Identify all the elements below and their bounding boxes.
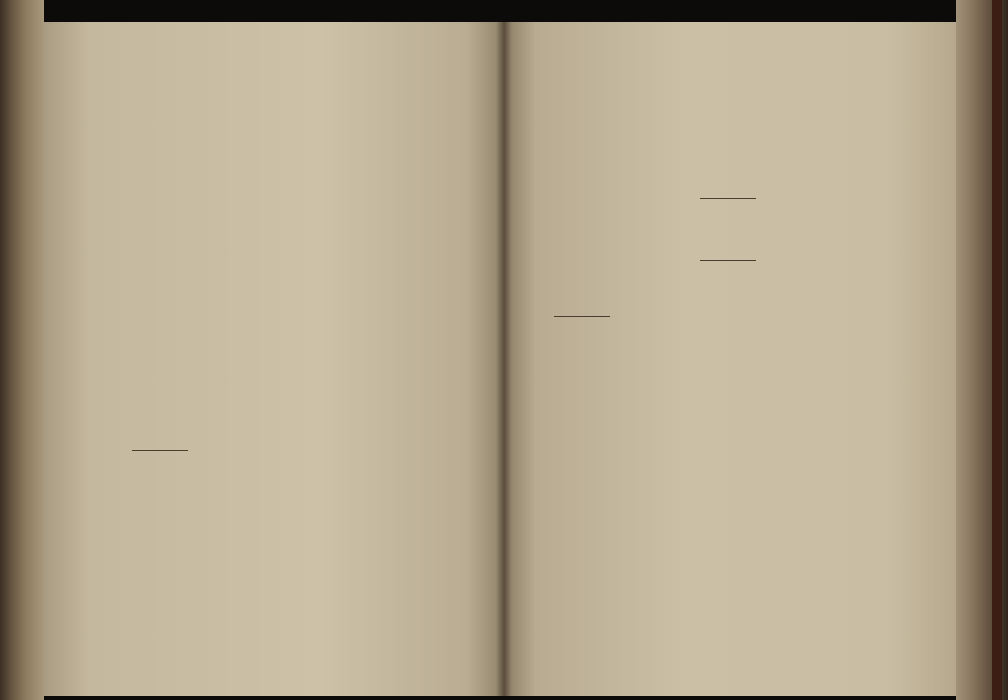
right-footnote-rule bbox=[554, 316, 610, 317]
section-rule-top bbox=[700, 198, 756, 199]
section-rule-bottom bbox=[700, 260, 756, 261]
right-page-edges bbox=[956, 0, 1008, 700]
right-page bbox=[504, 22, 956, 696]
left-footnote-rule bbox=[132, 450, 188, 451]
book-gutter bbox=[496, 22, 512, 696]
left-page bbox=[44, 22, 504, 696]
left-page-edges bbox=[0, 0, 44, 700]
